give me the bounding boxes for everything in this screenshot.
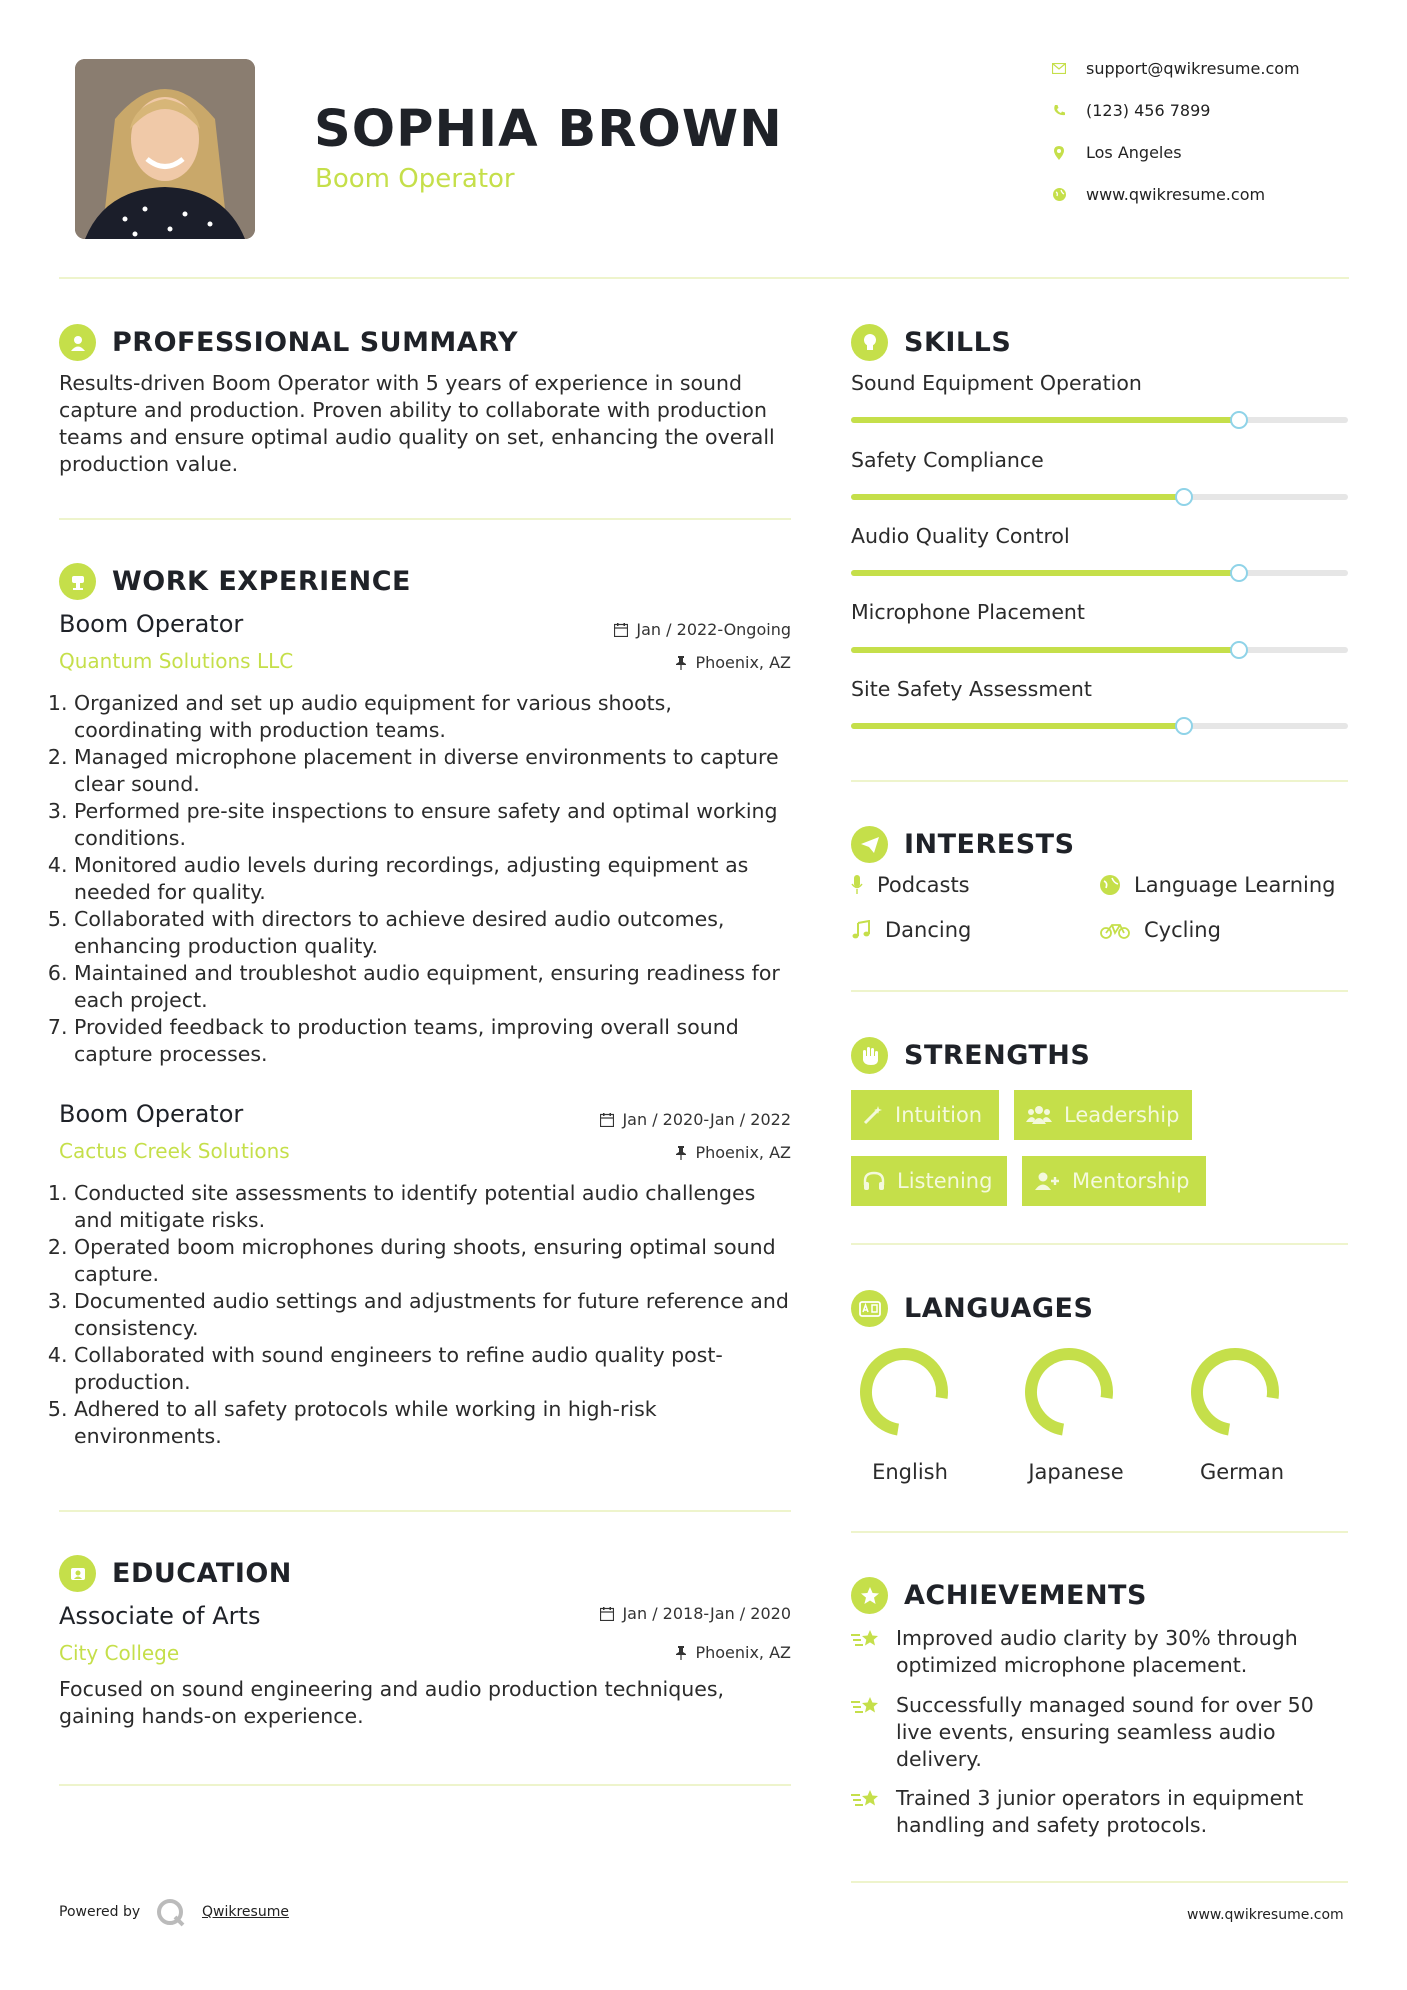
achievement-1: Improved audio clarity by 30% through optimized microphone placement.	[851, 1625, 1348, 1679]
strength-chip-listening: Listening	[851, 1156, 1007, 1206]
skill-label-3: Audio Quality Control	[851, 524, 1070, 548]
skill-bar-fill	[851, 417, 1239, 423]
skill-bar-knob	[1175, 488, 1193, 506]
skill-bar-3	[851, 570, 1348, 576]
skill-bar-knob	[1230, 411, 1248, 429]
briefcase-icon	[59, 563, 96, 600]
job-1-bullets	[56, 690, 791, 1068]
interest-3: Dancing	[851, 918, 971, 942]
language-icon	[851, 1290, 888, 1327]
skill-label-1: Sound Equipment Operation	[851, 371, 1142, 395]
pushpin-icon	[675, 656, 687, 670]
job-1-title: Boom Operator	[59, 610, 244, 638]
interest-4: Cycling	[1100, 918, 1221, 942]
shooting-star-icon	[851, 1787, 882, 1811]
users-icon	[1026, 1105, 1052, 1125]
skill-label-2: Safety Compliance	[851, 448, 1044, 472]
list-item: 6. Maintained and troubleshot audio equipment, ensuring readiness for each project.	[74, 960, 791, 1014]
language-ring-german	[1189, 1346, 1281, 1442]
language-label-english: English	[872, 1460, 948, 1484]
summary-divider	[59, 518, 791, 520]
education-location: Phoenix, AZ	[500, 1643, 791, 1662]
pushpin-icon	[675, 1146, 687, 1160]
interests-divider	[851, 990, 1348, 992]
job-2-company: Cactus Creek Solutions	[59, 1139, 290, 1163]
skill-bar-fill	[851, 570, 1239, 576]
microphone-icon	[851, 875, 863, 895]
skill-bar-fill	[851, 647, 1239, 653]
experience-heading: WORK EXPERIENCE	[59, 563, 411, 600]
user-plus-icon	[1034, 1171, 1060, 1191]
achievement-3: Trained 3 junior operators in equipment handling and safety protocols.	[851, 1785, 1348, 1839]
lightbulb-icon	[851, 324, 888, 361]
job-1-company: Quantum Solutions LLC	[59, 649, 294, 673]
strengths-divider	[851, 1243, 1348, 1245]
language-label-japanese: Japanese	[1028, 1460, 1124, 1484]
skill-label-4: Microphone Placement	[851, 600, 1085, 624]
strength-chip-leadership: Leadership	[1014, 1090, 1192, 1140]
interest-2: Language Learning	[1100, 873, 1335, 897]
star-badge-icon	[851, 1577, 888, 1614]
qwikresume-logo-icon	[156, 1898, 186, 1932]
contact-phone[interactable]: (123) 456 7899	[1052, 101, 1210, 120]
list-item: 4. Monitored audio levels during recordings, adjusting equipment as needed for quality.	[74, 852, 791, 906]
contact-website[interactable]: www.qwikresume.com	[1052, 185, 1265, 204]
education-school: City College	[59, 1641, 180, 1665]
hand-icon	[851, 1037, 888, 1074]
skill-label-5: Site Safety Assessment	[851, 677, 1092, 701]
skills-heading: SKILLS	[851, 324, 1011, 361]
education-divider	[59, 1784, 791, 1786]
shooting-star-icon	[851, 1627, 882, 1651]
globe-icon	[1052, 188, 1066, 202]
skill-bar-knob	[1175, 717, 1193, 735]
strength-chip-intuition: Intuition	[851, 1090, 999, 1140]
language-ring-arc	[1031, 1354, 1107, 1430]
phone-icon	[1052, 104, 1066, 118]
education-heading: EDUCATION	[59, 1555, 292, 1592]
pushpin-icon	[675, 1646, 687, 1660]
candidate-title: Boom Operator	[315, 164, 515, 194]
list-item: 3. Documented audio settings and adjustments for future reference and consistency.	[74, 1288, 791, 1342]
calendar-icon	[600, 1113, 614, 1127]
list-item: 1. Organized and set up audio equipment for various shoots, coordinating with production teams.	[74, 690, 791, 744]
skill-bar-5	[851, 723, 1348, 729]
education-description: Focused on sound engineering and audio production techniques, gaining hands-on experience.	[59, 1677, 725, 1728]
achievements-divider	[851, 1881, 1348, 1883]
language-ring-arc	[866, 1354, 942, 1430]
header-divider	[59, 277, 1349, 279]
interest-1: Podcasts	[851, 873, 970, 897]
list-item: 3. Performed pre-site inspections to ensure safety and optimal working conditions.	[74, 798, 791, 852]
list-item: 5. Adhered to all safety protocols while working in high-risk environments.	[74, 1396, 791, 1450]
language-ring-japanese	[1023, 1346, 1115, 1442]
experience-divider	[59, 1510, 791, 1512]
job-1-dates: Jan / 2022-Ongoing	[500, 620, 791, 639]
profile-photo	[75, 59, 255, 239]
contact-location: Los Angeles	[1052, 143, 1182, 162]
user-icon	[59, 324, 96, 361]
music-note-icon	[851, 920, 871, 940]
skill-bar-2	[851, 494, 1348, 500]
languages-divider	[851, 1531, 1348, 1533]
list-item: 4. Collaborated with sound engineers to refine audio quality post-production.	[74, 1342, 791, 1396]
languages-heading: LANGUAGES	[851, 1290, 1093, 1327]
skill-bar-4	[851, 647, 1348, 653]
calendar-icon	[600, 1607, 614, 1621]
skill-bar-fill	[851, 494, 1184, 500]
job-2-title: Boom Operator	[59, 1100, 244, 1128]
job-2-dates: Jan / 2020-Jan / 2022	[500, 1110, 791, 1129]
calendar-icon	[614, 623, 628, 637]
summary-heading: PROFESSIONAL SUMMARY	[59, 324, 518, 361]
education-dates: Jan / 2018-Jan / 2020	[500, 1604, 791, 1623]
list-item: 2. Managed microphone placement in diverse environments to capture clear sound.	[74, 744, 791, 798]
job-2-location: Phoenix, AZ	[500, 1143, 791, 1162]
bicycle-icon	[1100, 921, 1130, 939]
footer-brand-link[interactable]: Qwikresume	[202, 1904, 289, 1920]
interests-heading: INTERESTS	[851, 826, 1075, 863]
envelope-icon	[1052, 62, 1066, 76]
skill-bar-knob	[1230, 641, 1248, 659]
language-label-german: German	[1199, 1460, 1285, 1484]
graduation-icon	[59, 1555, 96, 1592]
strength-chip-mentorship: Mentorship	[1022, 1156, 1206, 1206]
list-item: 7. Provided feedback to production teams, improving overall sound capture processes.	[74, 1014, 791, 1068]
location-pin-icon	[1052, 146, 1066, 160]
job-1-location: Phoenix, AZ	[500, 653, 791, 672]
footer-powered-by: Powered by	[59, 1904, 141, 1920]
globe-icon	[1100, 875, 1120, 895]
achievement-2: Successfully managed sound for over 50 live events, ensuring seamless audio delivery.	[851, 1692, 1348, 1773]
list-item: 2. Operated boom microphones during shoots, ensuring optimal sound capture.	[74, 1234, 791, 1288]
list-item: 5. Collaborated with directors to achieve desired audio outcomes, enhancing production quality.	[74, 906, 791, 960]
achievements-heading: ACHIEVEMENTS	[851, 1577, 1147, 1614]
job-2-bullets	[56, 1180, 791, 1450]
summary-text: Results-driven Boom Operator with 5 years of experience in sound capture and production. Proven ability to collaborate with production teams and ensure optimal audio quality on set, enhancing the overall production value.	[59, 371, 775, 476]
skill-bar-1	[851, 417, 1348, 423]
candidate-name: SOPHIA BROWN	[314, 100, 783, 159]
contact-email[interactable]: support@qwikresume.com	[1052, 59, 1300, 78]
skill-bar-fill	[851, 723, 1184, 729]
footer-site-link[interactable]: www.qwikresume.com	[1187, 1907, 1344, 1923]
shooting-star-icon	[851, 1694, 882, 1718]
strengths-heading: STRENGTHS	[851, 1037, 1090, 1074]
headphones-icon	[863, 1171, 885, 1191]
language-ring-english	[858, 1346, 950, 1442]
list-item: 1. Conducted site assessments to identify potential audio challenges and mitigate risks.	[74, 1180, 791, 1234]
skill-bar-knob	[1230, 564, 1248, 582]
skills-divider	[851, 780, 1348, 782]
education-degree: Associate of Arts	[59, 1602, 261, 1630]
paper-plane-icon	[851, 826, 888, 863]
magic-wand-icon	[863, 1105, 883, 1125]
language-ring-arc	[1197, 1354, 1273, 1430]
